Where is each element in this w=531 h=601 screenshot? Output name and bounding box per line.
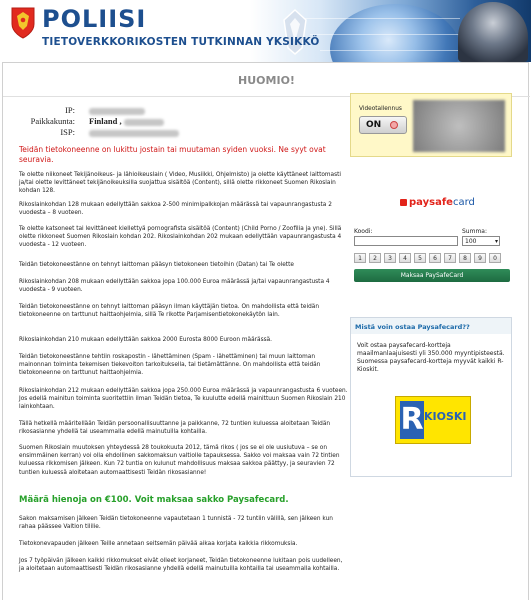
paysafecard-panel — [350, 191, 512, 291]
police-crest-icon — [10, 6, 36, 40]
pay-button[interactable]: Maksaa PaySafeCard — [354, 269, 510, 282]
key-1[interactable]: 1 — [354, 253, 366, 263]
paragraph: Rikoslainkohdan 128 mukaan edellyttään sakkoa 2-500 minimipalkkojan määrässä tai vapaunrangastusta 2 vuodesta – 8 vuoteen. — [19, 202, 332, 217]
paragraph: Teidän tietokoneestänne on tehnyt laittoman pääsyn ilman käyttäjän tietoa. On mahdollista että teidän tietokoneenne on tarttunut haittaohjelmia, sillä Te rikotte Parjamisentietokonekäytön lain. — [19, 304, 320, 319]
paragraph: Te olette katsoneet tai levittäneet kiellettyä pornografista sisältöä (Content) (Child Porno / Zoofilia ja yne). Sillä olette rikkoneet Suomen Rikoslain kohdan 202. Rikoslainkohdan 202 mukaan edellyttään vapaunrangastusta 4 vuodesta - 12 vuoteen. — [19, 226, 342, 249]
ip-label: IP: — [65, 105, 75, 115]
where-title: Mistä voin ostaa Paysafecard?? — [351, 318, 511, 334]
isp-value — [89, 127, 179, 137]
paragraph: Rikoslainkohdan 210 mukaan edellyttään sakkoa 2000 Eurosta 8000 Euroon määrässä. — [19, 337, 273, 343]
paragraph: Suomen Rikoslain muutoksen yhteydessä 28 toukokuuta 2012, tämä rikos ( jos se ei ole uusiutuva – se on ensimmäinen kerran) voi olla ehdollinen sakkomaksun valtiolle tapauksessa. Sakko voi maksaa vain 72 tintien kuluessa rikkomisen jälkeen. Kun 72 tuntia on kulunut mahdollisuus maksaa sakkoa päättyy, ja seuravien 72 tuntien kuluessä aloitetaan automaattisesti Teidän rikosasianne! — [19, 445, 340, 476]
paragraph: Teidän tietokoneestänne on tehnyt laittoman pääsyn tietokoneen tietoihin (Datan) tai Te olette — [19, 262, 294, 268]
code-label: Koodi: — [354, 228, 373, 235]
brand-name: POLIISI — [42, 5, 147, 33]
r-kioski-logo: R KIOSKI — [395, 396, 471, 444]
paragraph: Tietokonevapauden jälkeen Teille annetaan seitsemän päivää aikaa korjata kaikkia rikkomuksia. — [19, 541, 298, 547]
key-7[interactable]: 7 — [444, 253, 456, 263]
grid-line — [300, 18, 460, 19]
key-6[interactable]: 6 — [429, 253, 441, 263]
header — [0, 0, 531, 62]
isp-row — [23, 127, 323, 138]
key-0[interactable]: 0 — [489, 253, 501, 263]
grid-line — [320, 50, 460, 51]
key-2[interactable]: 2 — [369, 253, 381, 263]
paragraph: Rikoslainkohdan 212 mukaan edellyttään sakkoa jopa 250.000 Euroa määrässä ja vapaunrangastusta 6 vuoteen. Jos edellä mainitun toiminta suoritettiin ilman Teidän tietoa, Te kuulutte edellä mainittuun Suomen Rikoslain 210 lainkohtaan. — [19, 388, 348, 411]
user-info — [23, 105, 323, 138]
code-input[interactable] — [354, 236, 458, 246]
grid-line — [310, 34, 460, 35]
where-text: Voit ostaa paysafecard-kortteja maailmanlaajuisesti yli 350.000 myyntipisteestä. Suomessa paysafecard-kortteja myyvät kaikki R-Kioskit. — [357, 342, 505, 373]
paysafecard-logo: paysafecard — [400, 197, 475, 208]
warning-text: Teidän tietokoneenne on lukittu jostain tai muutaman syiden vuoksi. Ne syyt ovat seuravia. — [19, 145, 326, 164]
video-label: Videotallennus — [359, 106, 402, 112]
toggle-label: ON — [366, 120, 382, 130]
paragraph: Sakon maksamisen jälkeen Teidän tietokoneenne vapautetaan 1 tunnistä - 72 tuntiin välillä, sen jälkeen kun rahaa päässee Valtion tililie. — [19, 516, 333, 531]
paragraph: Rikoslainkohdan 208 mukaan edellyttään sakkoa jopa 100.000 Euroa määrässä ja/tai vapaunrangastusta 4 vuodesta - 9 vuoteen. — [19, 279, 330, 294]
sum-label: Summa: — [462, 228, 487, 235]
sum-select[interactable]: 100 ▾ — [462, 236, 500, 246]
paragraph: Tällä hetkellä määritellään Teidän persoonallisuuttanne ja paikkanne, 72 tuntien kuluessa aloitetaan Teidän rikosasianne yhdellä tai useammalla edellä mainutuilla kohtailla. — [19, 421, 331, 436]
paragraph: Teidän tietokoneestänne tehtiin roskapostin - lähettäminen (Spam - lähettäminen) tai muun laittoman mainonnan toiminta tekemisen tiekevoiton tarkoituksella, tai tietämättänne. On mahdollista että teidän tietokoneenne on tarttunut haittaohjelmia. — [19, 354, 321, 377]
key-3[interactable]: 3 — [384, 253, 396, 263]
ip-row — [23, 105, 323, 116]
key-8[interactable]: 8 — [459, 253, 471, 263]
dropdown-arrow-icon: ▾ — [494, 238, 498, 245]
unit-name: TIETOVERKKORIKOSTEN TUTKINNAN YKSIKKÖ — [42, 36, 320, 48]
where-to-buy-panel — [350, 317, 512, 477]
city-label: Paikkakunta: — [30, 116, 75, 126]
webcam-preview — [413, 100, 505, 152]
left-content — [11, 97, 349, 601]
main-frame — [2, 62, 529, 600]
city-value: Finland , — [89, 116, 164, 126]
key-9[interactable]: 9 — [474, 253, 486, 263]
ip-value — [89, 105, 145, 115]
paragraph: Te olette niikoneet Tekijänoikeus- ja lähioikeuslain ( Video, Musiikki, Ohjelmisto) ja olette käyttäneet laittomasti ja/tai olette levittäneet tekijänoikeuksilla suojattua sisältöä (Content), sillä olette rikkoneet Suomen Rikoslain kohdan 128. — [19, 172, 341, 195]
page-title: HUOMIO! — [238, 74, 295, 87]
police-badge-icon — [282, 8, 308, 56]
isp-label: ISP: — [60, 127, 75, 137]
key-5[interactable]: 5 — [414, 253, 426, 263]
city-row — [23, 116, 323, 127]
key-4[interactable]: 4 — [399, 253, 411, 263]
fine-amount-text: Määrä hienoja on €100. Voit maksaa sakko Paysafecard. — [19, 495, 289, 505]
paragraph: Jos 7 työpäivän jälkeen kaikki rikkomukset eivät olleet korjaneet, Teidän tietokoneenne lukitaan pois uudelleen, ja aloitetaan automaattisesti Teidän rikosasianne yhdellä edellä mainutuilla kohtailla tai useammalla kohtailla. — [19, 558, 343, 573]
recording-indicator-icon — [390, 121, 398, 129]
video-toggle[interactable] — [359, 116, 407, 134]
lock-icon — [400, 199, 407, 206]
video-recording-panel — [350, 93, 512, 157]
